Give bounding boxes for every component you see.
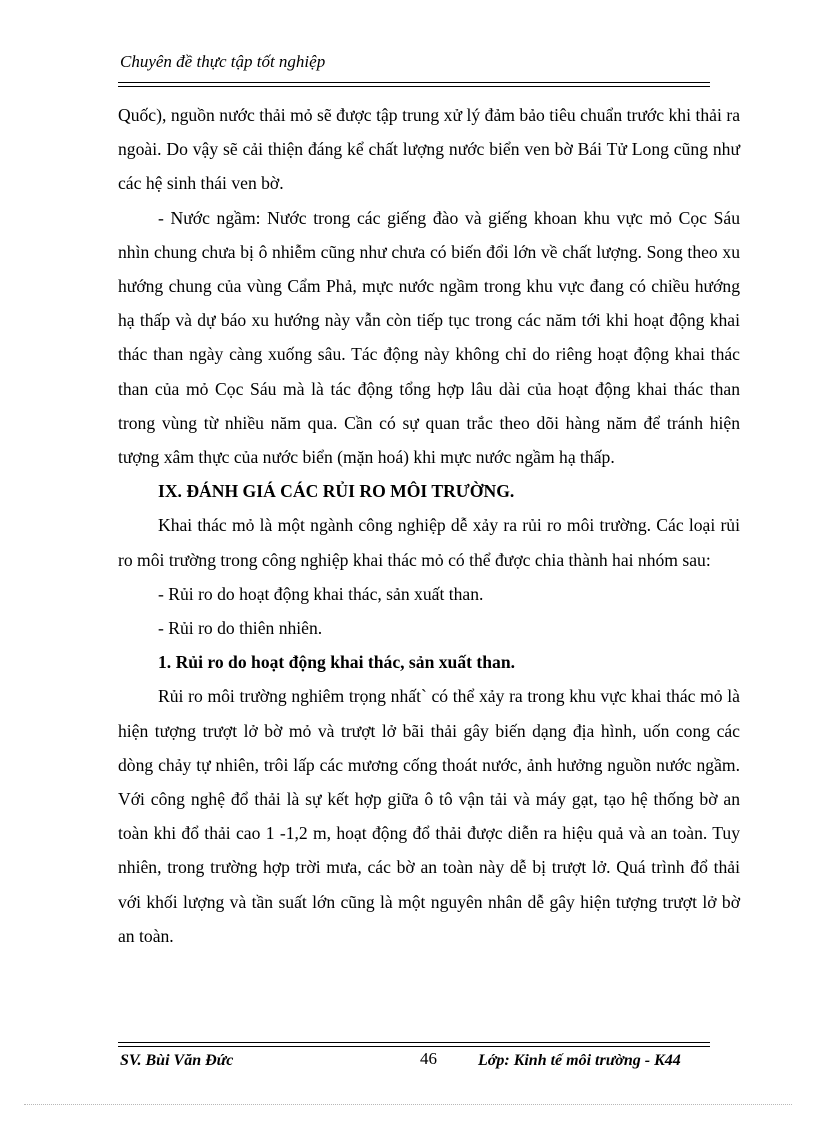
list-item-natural-risk: - Rủi ro do thiên nhiên. bbox=[158, 618, 323, 639]
list-item-mining-risk: - Rủi ro do hoạt động khai thác, sản xuất than. bbox=[158, 583, 484, 604]
page-number: 46 bbox=[420, 1049, 437, 1068]
paragraph-risk-intro: Khai thác mỏ là một ngành công nghiệp dễ xảy ra rủi ro môi trường. Các loại rủi ro môi trường trong công nghiệp khai thác mỏ có thể được chia thành hai nhóm sau: bbox=[118, 515, 740, 570]
page-edge-divider bbox=[24, 1104, 792, 1105]
header-title: Chuyên đề thực tập tốt nghiệp bbox=[120, 52, 326, 71]
paragraph-landslide-risk: Rủi ro môi trường nghiêm trọng nhất` có thể xảy ra trong khu vực khai thác mỏ là hiện tượng trượt lở bờ mỏ và trượt lở bãi thải gây biến dạng địa hình, uốn cong các dòng chảy tự nhiên, trôi lấp các mương cống thoát nước, ảnh hưởng nguồn nước ngầm. Với công nghệ đổ thải là sự kết hợp giữa ô tô vận tải và máy gạt, tạo hệ thống bờ an toàn khi đổ thải cao 1 -1,2 m, hoạt động đổ thải được diễn ra hiệu quả và an toàn. Tuy nhiên, trong trường hợp trời mưa, các bờ an toàn này dễ bị trượt lở. Quá trình đổ thải với khối lượng và tần suất lớn cũng là một nguyên nhân dễ gây hiện tượng trượt lở bờ an toàn. bbox=[118, 686, 740, 946]
section-heading-environmental-risks: IX. ĐÁNH GIÁ CÁC RỦI RO MÔI TRƯỜNG. bbox=[158, 481, 515, 502]
footer-class-label: Lớp: Kinh tế môi trường - K44 bbox=[478, 1052, 681, 1069]
paragraph-surface-water-continuation: Quốc), nguồn nước thải mỏ sẽ được tập trung xử lý đảm bảo tiêu chuẩn trước khi thải ra ngoài. Do vậy sẽ cải thiện đáng kể chất lượng nước biển ven bờ Bái Tử Long cũng như các hệ sinh thái ven bờ. bbox=[118, 105, 740, 194]
header-rule bbox=[118, 82, 710, 87]
body-text bbox=[118, 98, 740, 953]
footer-author: SV. Bùi Văn Đức bbox=[120, 1052, 234, 1069]
paragraph-groundwater: - Nước ngầm: Nước trong các giếng đào và giếng khoan khu vực mỏ Cọc Sáu nhìn chung chưa bị ô nhiễm cũng như chưa có biến đổi lớn về chất lượng. Song theo xu hướng chung của vùng Cẩm Phả, mực nước ngầm trong khu vực đang có chiều hướng hạ thấp và dự báo xu hướng này vẫn còn tiếp tục trong các năm tới khi hoạt động khai thác than ngày càng xuống sâu. Tác động này không chỉ do riêng hoạt động khai thác than của mỏ Cọc Sáu mà là tác động tổng hợp lâu dài của hoạt động khai thác than trong vùng từ nhiều năm qua. Cần có sự quan trắc theo dõi hàng năm để tránh hiện tượng xâm thực của nước biển (mặn hoá) khi mực nước ngầm hạ thấp. bbox=[118, 207, 740, 468]
subsection-heading-mining-risk: 1. Rủi ro do hoạt động khai thác, sản xuất than. bbox=[158, 652, 516, 673]
footer-rule bbox=[118, 1042, 710, 1047]
